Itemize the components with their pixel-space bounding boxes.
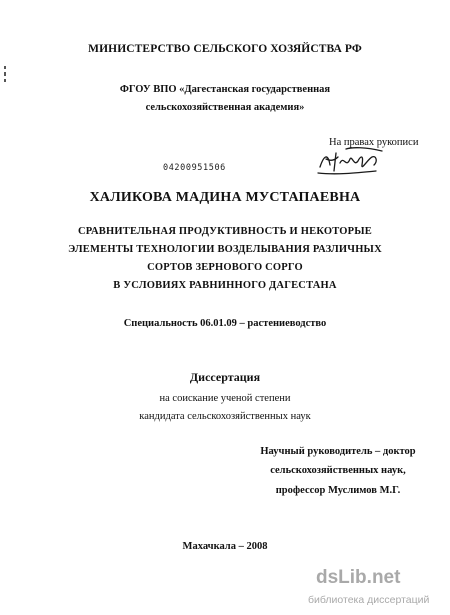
specialty bbox=[0, 318, 450, 329]
supervisor-line-2: сельскохозяйственных наук, bbox=[270, 465, 406, 476]
watermark-logo: dsLib.net bbox=[316, 567, 401, 588]
watermark bbox=[308, 567, 448, 613]
manuscript-note: На правах рукописи bbox=[329, 137, 419, 148]
degree-line-1: на соискание ученой степени bbox=[159, 393, 291, 404]
supervisor-line-1: Научный руководитель – доктор bbox=[260, 446, 416, 457]
margin-mark bbox=[3, 66, 9, 84]
title-line-4: В УСЛОВИЯХ РАВНИННОГО ДАГЕСТАНА bbox=[113, 280, 337, 291]
institution-line-1: ФГОУ ВПО «Дагестанская государственная bbox=[119, 84, 331, 95]
watermark-subtitle: библиотека диссертаций bbox=[308, 594, 430, 606]
author-name: ХАЛИКОВА МАДИНА МУСТАПАЕВНА bbox=[89, 190, 361, 205]
library-code: 04200951506 bbox=[163, 163, 226, 173]
specialty-text: Специальность 06.01.09 – растениеводство bbox=[123, 318, 327, 329]
institution-line-2: сельскохозяйственная академия» bbox=[145, 102, 305, 113]
ministry-heading: МИНИСТЕРСТВО СЕЛЬСКОГО ХОЗЯЙСТВА РФ bbox=[88, 43, 362, 55]
place-year: Махачкала – 2008 bbox=[182, 541, 268, 552]
title-line-2: ЭЛЕМЕНТЫ ТЕХНОЛОГИИ ВОЗДЕЛЫВАНИЯ РАЗЛИЧНЫХ bbox=[68, 244, 382, 255]
title-line-1: СРАВНИТЕЛЬНАЯ ПРОДУКТИВНОСТЬ И НЕКОТОРЫЕ bbox=[77, 226, 373, 237]
title-line-3: СОРТОВ ЗЕРНОВОГО СОРГО bbox=[147, 262, 303, 273]
supervisor-line-3: профессор Муслимов М.Г. bbox=[275, 485, 401, 496]
degree-line-2: кандидата сельскохозяйственных наук bbox=[139, 411, 311, 422]
handwritten-signature bbox=[316, 145, 388, 177]
dissertation-label: Диссертация bbox=[189, 370, 261, 384]
